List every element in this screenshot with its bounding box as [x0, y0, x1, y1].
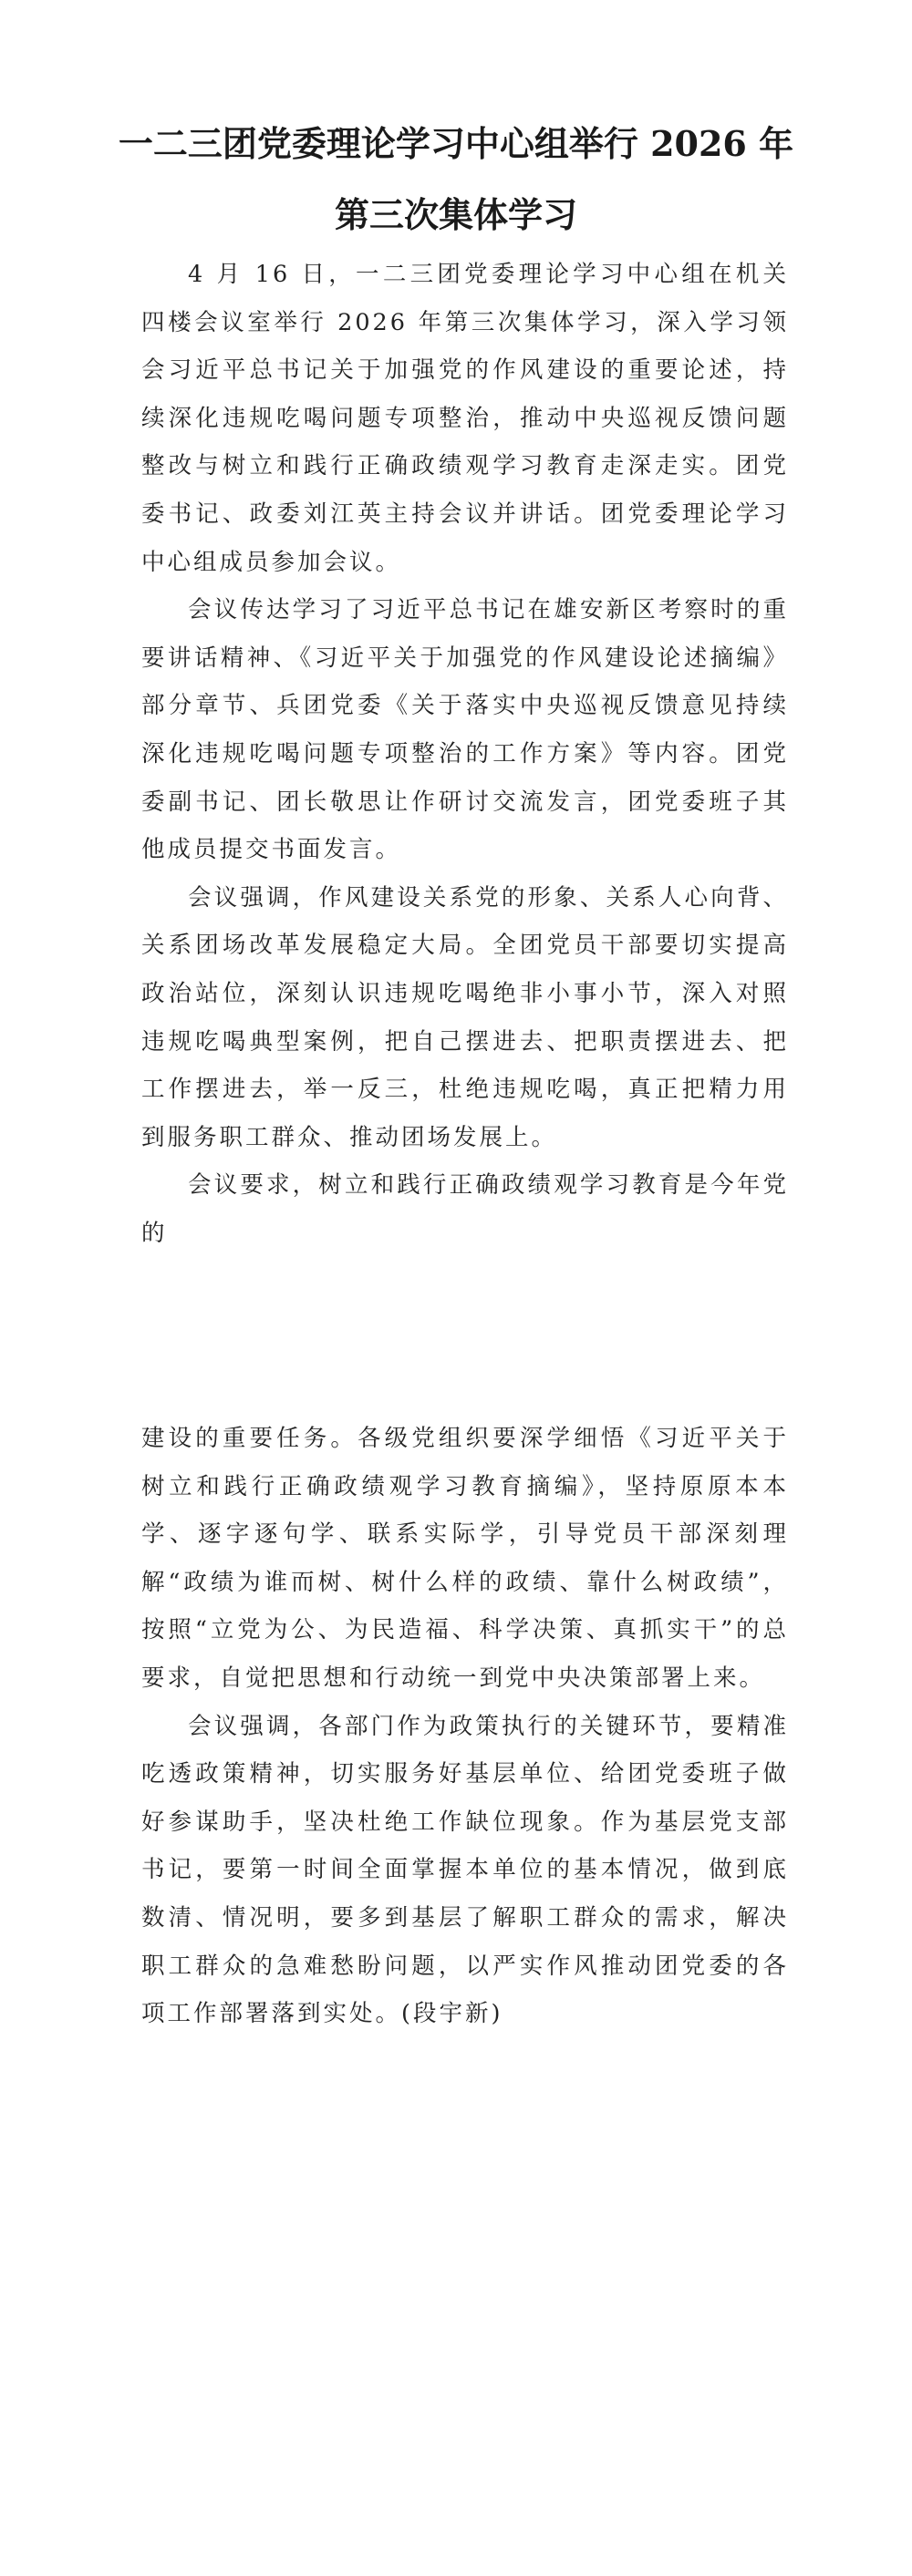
paragraph-4-continuation: 建设的重要任务。各级党组织要深学细悟《习近平关于树立和践行正确政绩观学习教育摘编》，坚持原原本本学、逐字逐句学、联系实际学，引导党员干部深刻理解“政绩为谁而树、树什么样的政绩、靠什么树政绩”，按照“立党为公、为民造福、科学决策、真抓实干”的总要求，自觉把思想和行动统一到党中央决策部署上来。 [141, 1425, 789, 1692]
paragraph-5: 会议强调，各部门作为政策执行的关键环节，要精准吃透政策精神，切实服务好基层单位、给团党委班子做好参谋助手，坚决杜绝工作缺位现象。作为基层党支部书记，要第一时间全面掌握本单位的基本情况，做到底数清、情况明，要多到基层了解职工群众的需求，解决职工群众的急难愁盼问题，以严实作风推动团党委的各项工作部署落到实处。(段宇新) [141, 1712, 789, 2028]
paragraph-1: 4 月 16 日，一二三团党委理论学习中心组在机关四楼会议室举行 2026 年第三次集体学习，深入学习领会习近平总书记关于加强党的作风建设的重要论述，持续深化违规吃喝问题专项整治，推动中央巡视反馈问题整改与树立和践行正确政绩观学习教育走深走实。团党委书记、政委刘江英主持会议并讲话。团党委理论学习中心组成员参加会议。 [141, 261, 789, 576]
paragraph-2: 会议传达学习了习近平总书记在雄安新区考察时的重要讲话精神、《习近平关于加强党的作风建设论述摘编》部分章节、兵团党委《关于落实中央巡视反馈意见持续深化违规吃喝问题专项整治的工作方案》等内容。团党委副书记、团长敬思让作研讨交流发言，团党委班子其他成员提交书面发言。 [141, 596, 789, 864]
article-title-line-2: 第三次集体学习 [334, 194, 577, 235]
article-title-line-1: 一二三团党委理论学习中心组举行 2026 年 [118, 123, 794, 164]
paragraph-4: 会议要求，树立和践行正确政绩观学习教育是今年党的 [141, 1171, 789, 1247]
article-body-page-1 [141, 251, 789, 1257]
paragraph-3: 会议强调，作风建设关系党的形象、关系人心向背、关系团场改革发展稳定大局。全团党员干部要切实提高政治站位，深刻认识违规吃喝绝非小事小节，深入对照违规吃喝典型案例，把自己摆进去、把职责摆进去、把工作摆进去，举一反三，杜绝违规吃喝，真正把精力用到服务职工群众、推动团场发展上。 [141, 883, 789, 1151]
article-body-page-2 [141, 1415, 789, 2038]
